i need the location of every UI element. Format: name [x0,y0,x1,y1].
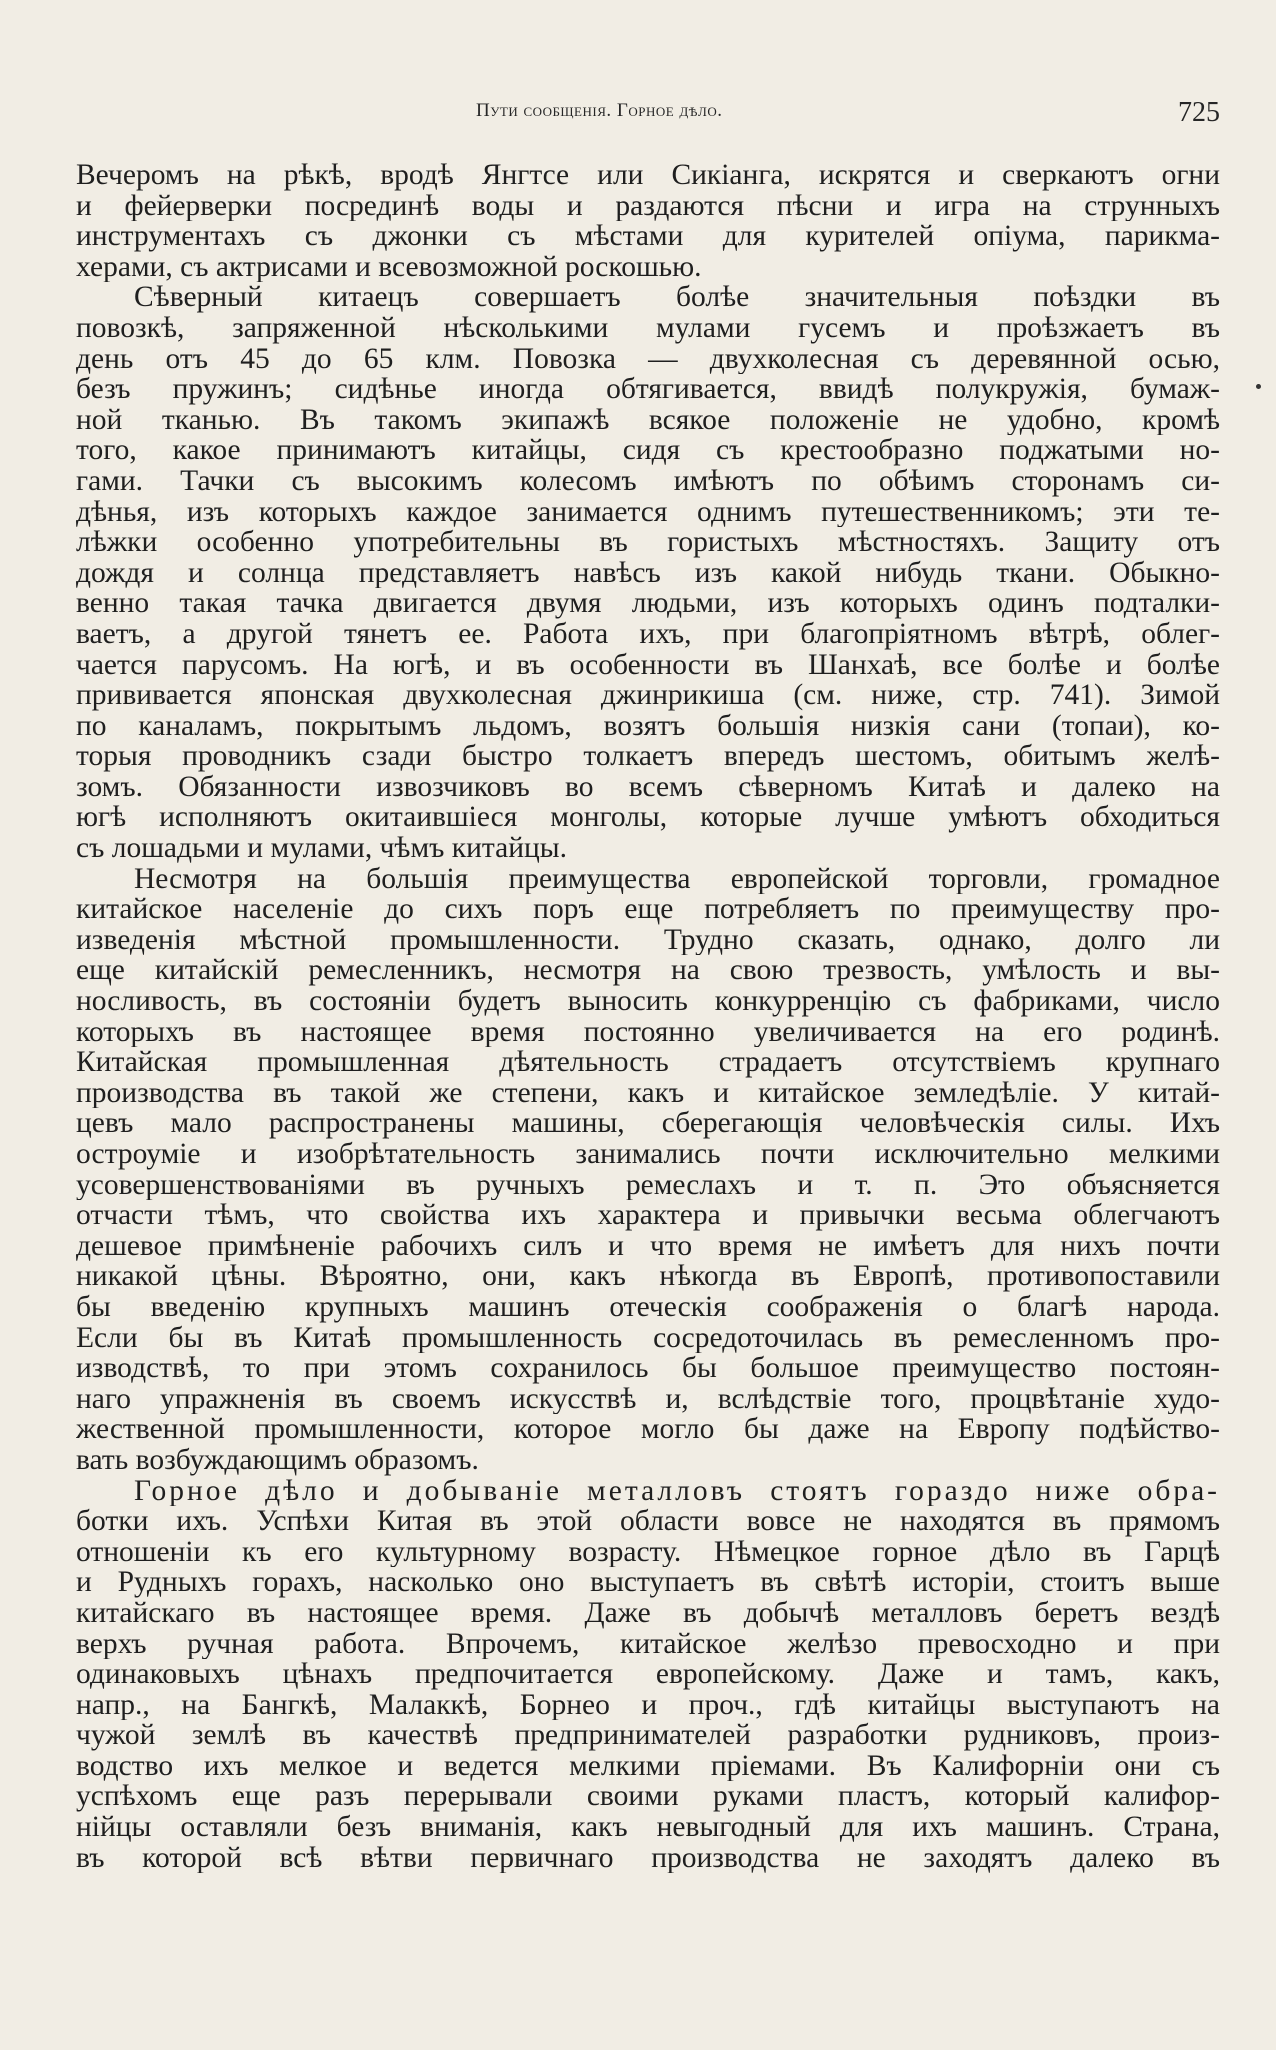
text-line: ваетъ, а другой тянетъ ее. Работа ихъ, при благопріятномъ вѣтрѣ, облег- [76,618,1220,650]
running-header [0,97,1276,134]
text-line: Сѣверный китаецъ совершаетъ болѣе значительныя поѣздки въ [134,282,1220,313]
running-title: Пути сообщенія. Горное дѣло. [476,100,723,121]
text-line: успѣхомъ еще разъ перерывали своими руками пластъ, который калифор- [76,1781,1220,1813]
text-line: отношеніи къ его культурному возрасту. Нѣмецкое горное дѣло въ Гарцѣ [76,1536,1220,1568]
text-line: чается парусомъ. На югѣ, и въ особенности въ Шанхаѣ, все болѣе и болѣе [76,649,1220,681]
text-line: китайское населеніе до сихъ поръ еще потребляетъ по преимуществу про- [76,894,1220,925]
text-line: остроуміе и изобрѣтательность занимались почти исключительно мелкими [76,1139,1220,1170]
text-line: въ которой всѣ вѣтви первичнаго производства не заходятъ далеко въ [76,1842,1220,1874]
text-line: одинаковыхъ цѣнахъ предпочитается европейскому. Даже и тамъ, какъ, [76,1659,1220,1690]
text-line: день отъ 45 до 65 клм. Повозка — двухколесная съ деревянной осью, [76,343,1220,375]
text-line: китайскаго въ настоящее время. Даже въ добычѣ металловъ беретъ вездѣ [76,1597,1220,1629]
text-line: верхъ ручная работа. Впрочемъ, китайское желѣзо превосходно и при [76,1628,1220,1660]
text-line: Несмотря на большія преимущества европейской торговли, громадное [134,863,1220,895]
text-line: дѣнья, изъ которыхъ каждое занимается однимъ путешественникомъ; эти те- [76,496,1220,528]
text-line: съ лошадьми и мулами, чѣмъ китайцы. [76,833,567,864]
text-line: безъ пружинъ; сидѣнье иногда обтягивается, ввидѣ полукружія, бумаж- [76,374,1220,405]
text-line: лѣжки особенно употребительны въ гористыхъ мѣстностяхъ. Защиту отъ [76,527,1220,558]
text-line: никакой цѣны. Вѣроятно, они, какъ нѣкогда въ Европѣ, противопоставили [76,1261,1220,1292]
text-line: водство ихъ мелкое и ведется мелкими пріемами. Въ Калифорніи они съ [76,1750,1220,1782]
text-line: напр., на Бангкѣ, Малаккѣ, Борнео и проч., гдѣ китайцы выступаютъ на [76,1689,1220,1721]
text-line: венно такая тачка двигается двумя людьми, изъ которыхъ одинъ подталки- [76,588,1220,619]
text-line: прививается японская двухколесная джинрикиша (см. ниже, стр. 741). Зимой [76,680,1220,711]
text-line: ной тканью. Въ такомъ экипажѣ всякое положеніе не удобно, кромѣ [76,404,1220,436]
text-line: жественной промышленности, которое могло бы даже на Европу подѣйство- [76,1414,1220,1445]
text-line: херами, съ актрисами и всевозможной роскошью. [76,251,702,283]
text-line: еще китайскій ремесленникъ, несмотря на свою трезвость, умѣлость и вы- [76,955,1220,987]
text-line: которыхъ въ настоящее время постоянно увеличивается на его родинѣ. [76,1016,1220,1048]
text-line: отчасти тѣмъ, что свойства ихъ характера и привычки весьма облегчаютъ [76,1200,1220,1231]
text-line: югѣ исполняютъ окитаившіеся монголы, которые лучше умѣютъ обходиться [76,802,1220,834]
page-number: 725 [1178,97,1220,128]
text-line: инструментахъ съ джонки съ мѣстами для курителей опіума, парикма- [76,221,1220,252]
text-line: изводствѣ, то при этомъ сохранилось бы большое преимущество постоян- [76,1353,1220,1384]
text-line: цевъ мало распространены машины, сберегающія человѣческія силы. Ихъ [76,1108,1220,1139]
text-line: наго упражненія въ своемъ искусствѣ и, вслѣдствіе того, процвѣтаніе худо- [76,1383,1220,1415]
text-line: и Рудныхъ горахъ, насколько оно выступаетъ въ свѣтѣ исторіи, стоитъ выше [76,1567,1220,1598]
text-line: чужой землѣ въ качествѣ предпринимателей разработки рудниковъ, произ- [76,1720,1220,1751]
text-line: того, какое принимаютъ китайцы, сидя съ крестообразно поджатыми но- [76,435,1220,466]
text-line: носливость, въ состояніи будетъ выносить конкурренцію съ фабриками, число [76,986,1220,1017]
text-line: Если бы въ Китаѣ промышленность сосредоточилась въ ремесленномъ про- [76,1322,1220,1354]
text-line: вать возбуждающимъ образомъ. [76,1444,479,1476]
text-line: нійцы оставляли безъ вниманія, какъ невыгодный для ихъ машинъ. Страна, [76,1812,1220,1843]
text-line: изведенія мѣстной промышленности. Трудно сказать, однако, долго ли [76,924,1220,956]
text-line: дождя и солнца представляетъ навѣсъ изъ какой нибудь ткани. Обыкно- [76,557,1220,589]
text-line: зомъ. Обязанности извозчиковъ во всемъ сѣверномъ Китаѣ и далеко на [76,771,1220,803]
body-text [76,160,1220,1873]
text-line: торыя проводникъ сзади быстро толкаетъ впередъ шестомъ, обитымъ желѣ- [76,741,1220,772]
text-line: ботки ихъ. Успѣхи Китая въ этой области вовсе не находятся въ прямомъ [76,1506,1220,1537]
text-line: и фейерверки посрединѣ воды и раздаются пѣсни и игра на струнныхъ [76,190,1220,222]
text-line: Китайская промышленная дѣятельность страдаетъ отсутствіемъ крупнаго [76,1047,1220,1078]
text-line: Вечеромъ на рѣкѣ, вродѣ Янгтсе или Сикіанга, искрятся и сверкаютъ огни [76,160,1220,191]
text-line: Горное дѣло и добываніе металловъ стоятъ гораздо ниже обра- [134,1475,1220,1507]
text-line: повозкѣ, запряженной нѣсколькими мулами гусемъ и проѣзжаетъ въ [76,312,1220,344]
scan-speck [1256,384,1261,389]
text-line: гами. Тачки съ высокимъ колесомъ имѣютъ по обѣимъ сторонамъ си- [76,465,1220,497]
text-line: производства въ такой же степени, какъ и китайское земледѣліе. У китай- [76,1077,1220,1109]
text-line: по каналамъ, покрытымъ льдомъ, возятъ большія низкія сани (топаи), ко- [76,710,1220,742]
text-line: усовершенствованіями въ ручныхъ ремеслахъ и т. п. Это объясняется [76,1169,1220,1201]
text-line: дешевое примѣненіе рабочихъ силъ и что время не имѣетъ для нихъ почти [76,1230,1220,1262]
text-line: бы введенію крупныхъ машинъ отеческія соображенія о благѣ народа. [76,1291,1220,1323]
